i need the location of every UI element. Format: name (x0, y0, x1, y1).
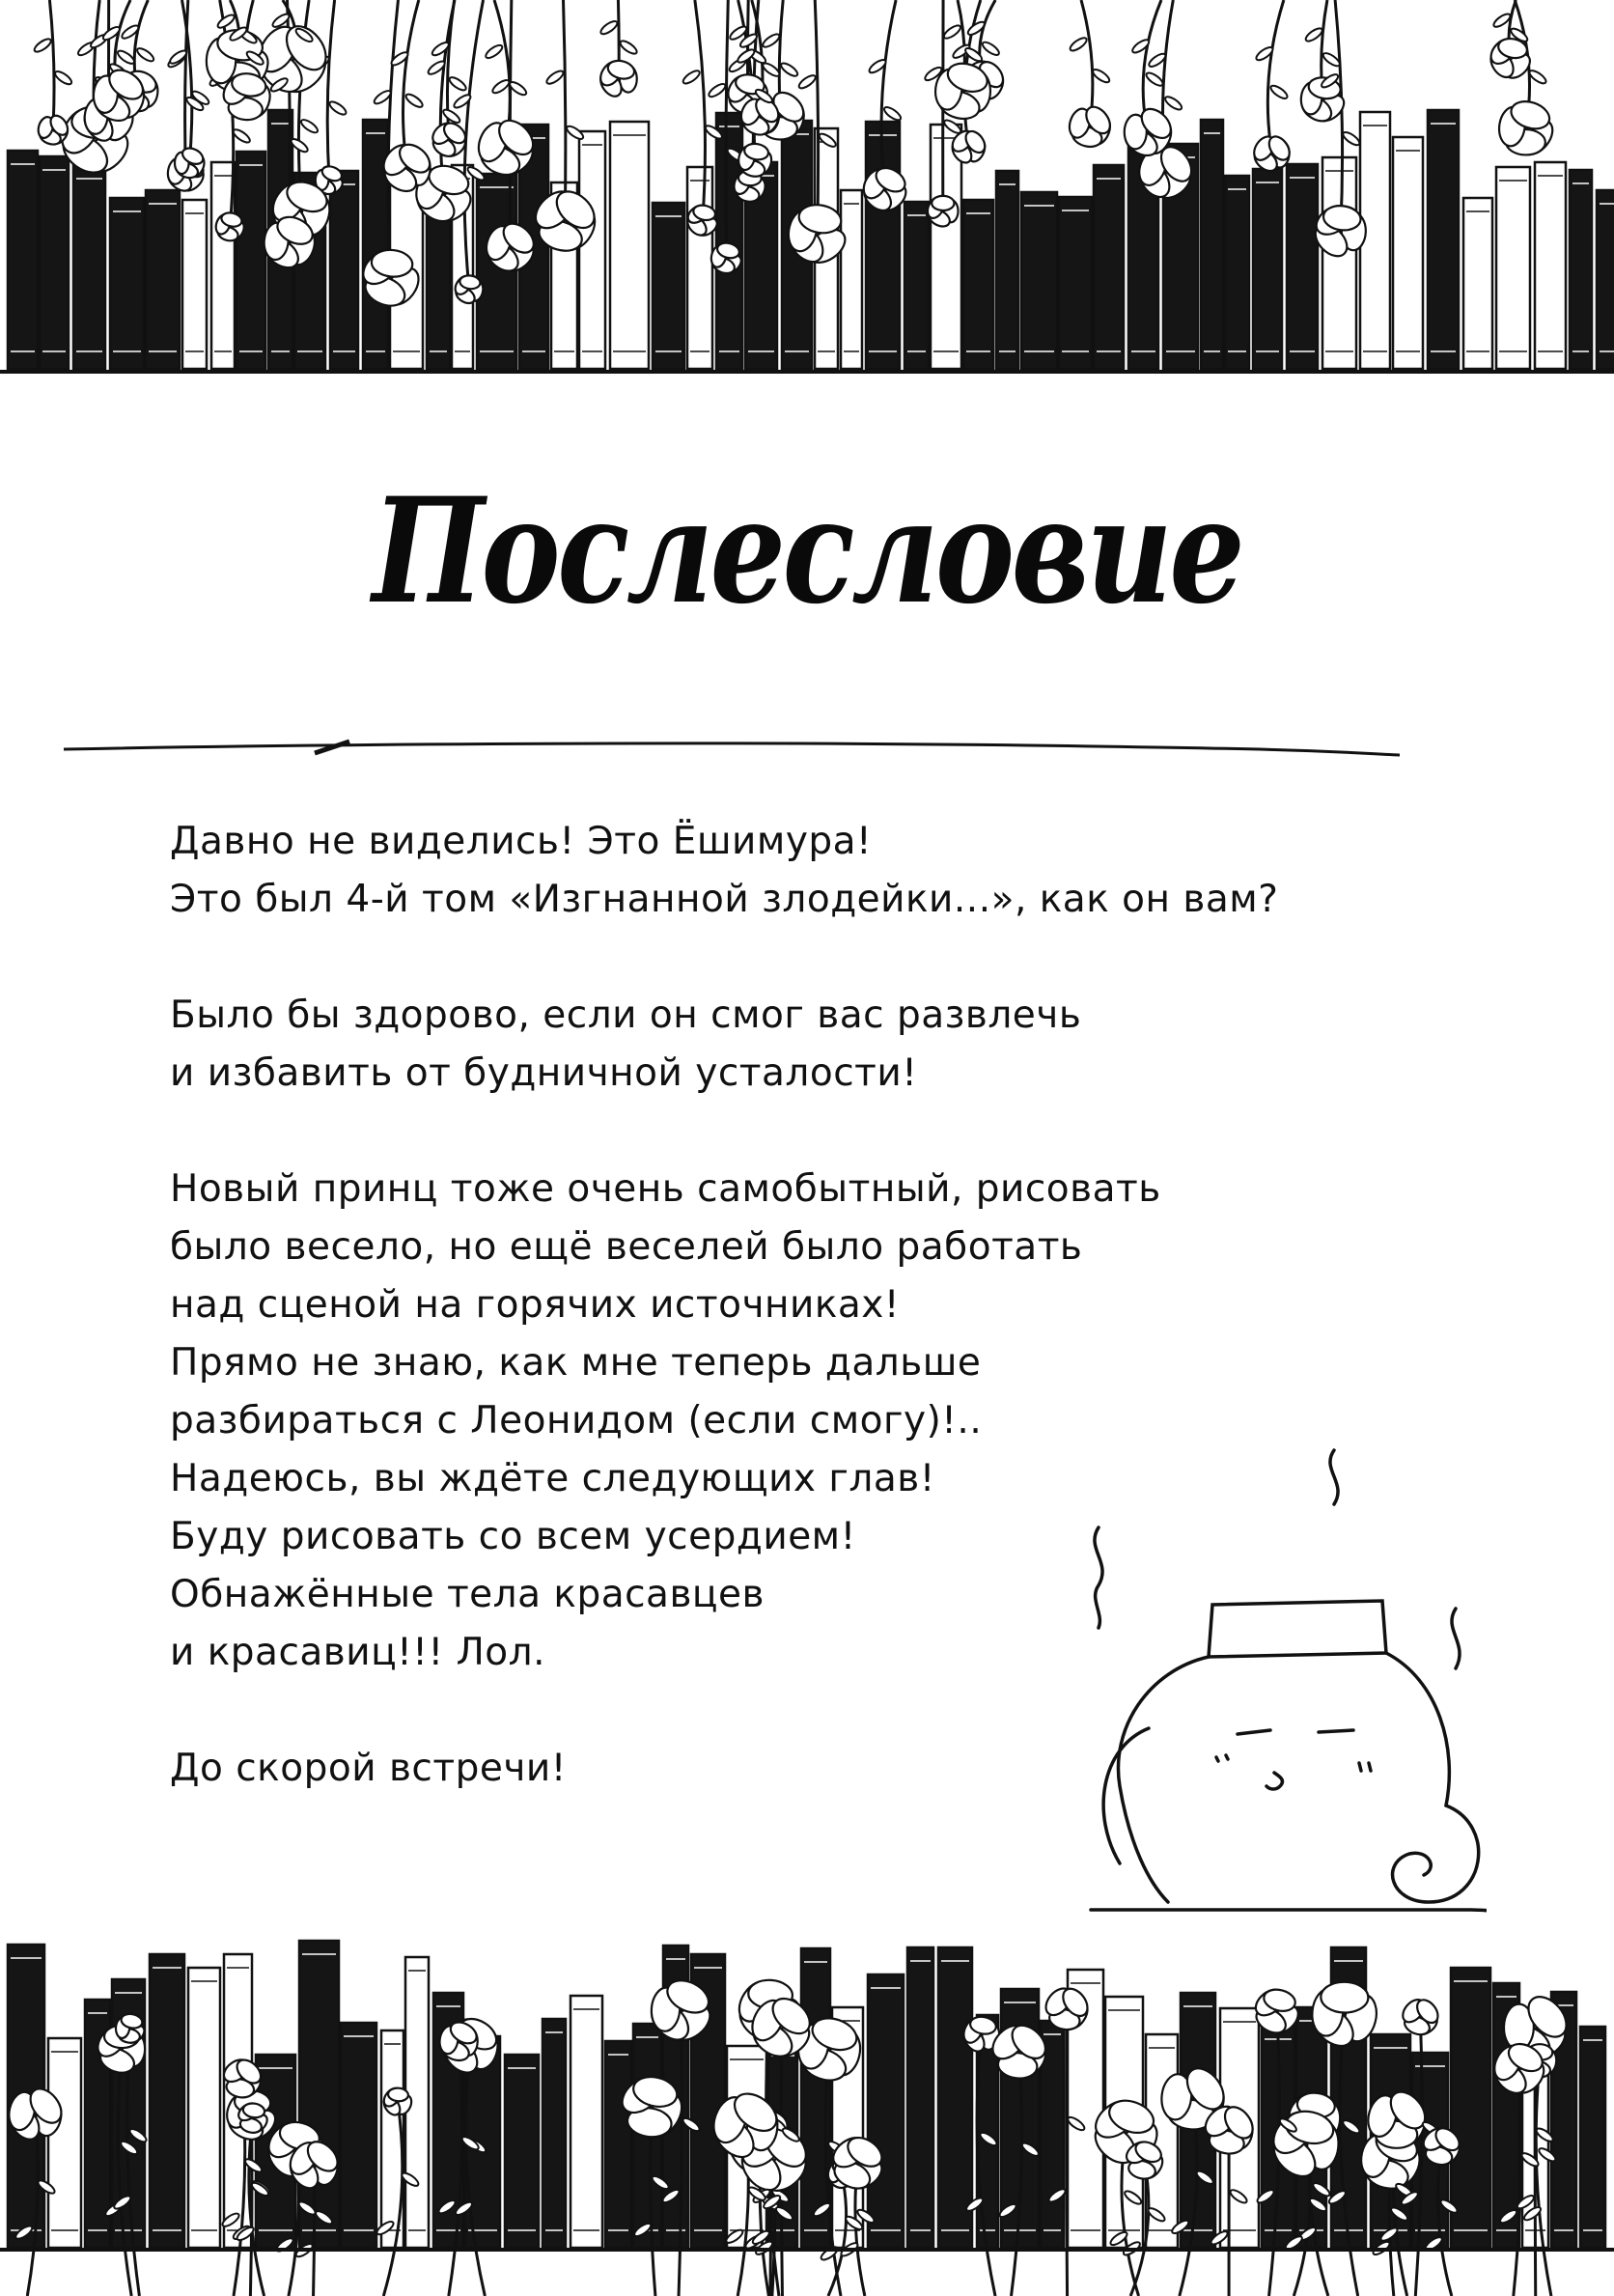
book-spine (1570, 170, 1592, 369)
text-line: и избавить от будничной усталости! (170, 1051, 918, 1095)
page-title: Послесловие (372, 466, 1242, 636)
text-line: Обнажённые тела красавцев (170, 1573, 765, 1616)
book-spine (610, 122, 649, 369)
book-spine (1393, 137, 1423, 369)
steam-icon (1095, 1527, 1102, 1628)
bottom-bookshelf-illustration (0, 1902, 1614, 2296)
book-spine (188, 1968, 220, 2248)
top-bookshelf-illustration (0, 0, 1614, 381)
bathing-mascot-illustration (985, 1439, 1487, 1941)
book-spine (1496, 167, 1530, 369)
book-spine (1535, 162, 1566, 369)
book-spine (1225, 176, 1249, 369)
book-spine (505, 2055, 539, 2248)
book-spine (150, 1954, 184, 2248)
flower-icon (1399, 1996, 1442, 2038)
flower-icon (1066, 102, 1115, 150)
text-line: Было бы здорово, если он смог вас развлечь (170, 994, 1082, 1037)
book-spine (8, 151, 38, 369)
text-line: и красавиц!!! Лол. (170, 1631, 545, 1674)
text-line: Прямо не знаю, как мне теперь дальше (170, 1341, 982, 1385)
book-spine (931, 125, 961, 369)
book-spine (996, 171, 1018, 369)
book-spine (40, 156, 69, 369)
book-spine (48, 2038, 81, 2248)
book-spine (1287, 164, 1318, 369)
text-line: Это был 4-й том «Изгнанной злодейки...», как он вам? (170, 878, 1279, 921)
title-underline (64, 738, 1400, 759)
text-line: Надеюсь, вы ждёте следующих глав! (170, 1457, 935, 1500)
book-spine (1059, 197, 1092, 369)
book-spine (605, 2041, 631, 2248)
text-line: Буду рисовать со всем усердием! (170, 1515, 856, 1558)
steam-icon (1330, 1450, 1338, 1504)
book-spine (570, 1996, 602, 2248)
book-spine (687, 167, 712, 369)
book-spine (653, 203, 684, 369)
book-spine (1597, 190, 1614, 369)
text-line: разбираться с Леонидом (если смогу)!.. (170, 1399, 983, 1442)
book-spine (907, 1947, 933, 2248)
book-spine (1428, 110, 1459, 369)
flower-icon (597, 58, 637, 100)
book-spine (904, 202, 929, 369)
book-spine (330, 171, 358, 369)
book-spine (841, 190, 862, 369)
book-spine (1451, 1968, 1490, 2248)
book-spine (1580, 2027, 1605, 2248)
book-spine (73, 165, 105, 369)
book-spine (543, 2019, 566, 2248)
book-spine (1463, 198, 1492, 369)
book-spine (237, 152, 265, 369)
book-spine (579, 131, 605, 369)
flower-icon (429, 119, 469, 159)
book-spine (146, 190, 180, 369)
book-spine (182, 200, 207, 369)
text-line: Новый принц тоже очень самобытный, рисовать (170, 1167, 1161, 1211)
book-spine (1021, 192, 1057, 369)
text-line: Давно не виделись! Это Ёшимура! (170, 820, 873, 863)
text-line: было весело, но ещё веселей было работать (170, 1225, 1083, 1269)
paragraph-greeting (170, 813, 1541, 929)
book-spine (1253, 169, 1282, 369)
book-spine (341, 2023, 376, 2248)
book-spine (1322, 157, 1356, 369)
text-line: До скорой встречи! (170, 1747, 567, 1790)
text-line: над сценой на горячих источниках! (170, 1283, 900, 1327)
book-spine (938, 1947, 972, 2248)
flower-icon (1497, 97, 1559, 160)
paragraph-hope (170, 987, 1541, 1103)
book-spine (1094, 165, 1124, 369)
book-spine (110, 198, 144, 369)
book-spine (363, 120, 388, 369)
book-spine (963, 200, 993, 369)
steam-icon (1452, 1609, 1460, 1668)
book-spine (1201, 120, 1223, 369)
book-spine (868, 1974, 904, 2248)
